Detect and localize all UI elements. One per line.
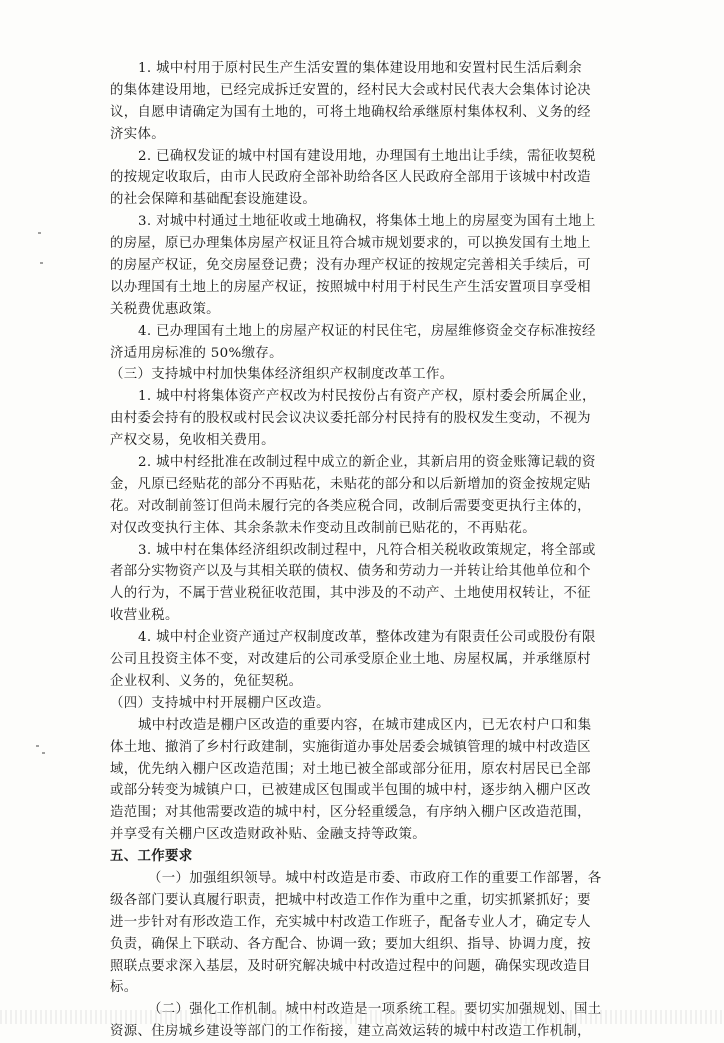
- scan-speck: [38, 232, 41, 234]
- text-line: 4. 已办理国有土地上的房屋产权证的村民住宅，房屋维修资金交存标准按经: [138, 323, 596, 339]
- text-line: （二）强化工作机制。城中村改造是一项系统工程。要切实加强规划、国土: [148, 1002, 602, 1018]
- text-line: 议，自愿申请确定为国有土地的，可将土地确权给承继原村集体权利、义务的经: [110, 104, 591, 120]
- text-line: 进一步针对有形改造工作，充实城中村改造工作班子，配备专业人才，确定专人: [110, 914, 591, 930]
- text-line: 产权交易，免收相关费用。: [110, 433, 275, 449]
- text-line: 以办理国有土地上的房屋产权证，按照城中村用于村民生产生活安置项目享受相: [110, 279, 591, 295]
- text-line: 济实体。: [110, 126, 165, 142]
- chapter-heading: 五、工作要求: [110, 849, 193, 865]
- text-line: 的集体建设用地，已经完成拆迁安置的，经村民大会或村民代表大会集体讨论决: [110, 82, 591, 98]
- text-line: 体土地、撤消了乡村行政建制，实施街道办事处居委会城镇管理的城中村改造区: [110, 739, 591, 755]
- text-line: 标。: [110, 980, 138, 996]
- document-page: [110, 58, 616, 1043]
- scan-speck: [40, 262, 43, 264]
- section-heading: （四）支持城中村开展棚户区改造。: [110, 695, 330, 711]
- text-line: 照联点要求深入基层，及时研究解决城中村改造过程中的问题，确保实现改造目: [110, 958, 591, 974]
- text-line: 的按规定收取后，由市人民政府全部补助给各区人民政府全部用于该城中村改造: [110, 170, 591, 186]
- text-line: （一）加强组织领导。城中村改造是市委、市政府工作的重要工作部署，各: [148, 870, 602, 886]
- text-line: 关税费优惠政策。: [110, 301, 220, 317]
- text-line: 2. 城中村经批准在改制过程中成立的新企业，其新启用的资金账簿记载的资: [138, 455, 596, 471]
- section-heading: （三）支持城中村加快集体经济组织产权制度改革工作。: [110, 367, 454, 383]
- text-line: 3. 对城中村通过土地征收或土地确权，将集体土地上的房屋变为国有土地上: [138, 214, 596, 230]
- text-line: 由村委会持有的股权或村民会议决议委托部分村民持有的股权发生变动，不视为: [110, 411, 591, 427]
- text-line: 人的行为，不属于营业税征收范围，其中涉及的不动产、土地使用权转让，不征: [110, 586, 591, 602]
- scan-speck: [36, 745, 39, 747]
- text-line: 城中村改造是棚户区改造的重要内容，在城市建成区内，已无农村户口和集: [138, 717, 592, 733]
- text-line: 的房屋产权证，免交房屋登记费；没有办理产权证的按规定完善相关手续后，可: [110, 258, 591, 274]
- text-line: 对仅改变执行主体、其余条款未作变动且改制前已贴花的，不再贴花。: [110, 520, 536, 536]
- text-line: 的社会保障和基础配套设施建设。: [110, 192, 317, 208]
- text-line: 3. 城中村在集体经济组织改制过程中，凡符合相关税收政策规定，将全部或: [138, 542, 596, 558]
- text-line: 公司且投资主体不变，对改建后的公司承受原企业土地、房屋权属，并承继原村: [110, 652, 591, 668]
- text-line: 资源、住房城乡建设等部门的工作衔接，建立高效运转的城中村改造工作机制，: [110, 1024, 591, 1040]
- text-line: 的房屋，原已办理集体房屋产权证且符合城市规划要求的，可以换发国有土地上: [110, 236, 591, 252]
- text-line: 收营业税。: [110, 608, 179, 624]
- text-line: 者部分实物资产以及与其相关联的债权、债务和劳动力一并转让给其他单位和个: [110, 564, 591, 580]
- text-line: 2. 已确权发证的城中村国有建设用地，办理国有土地出让手续，需征收契税: [138, 148, 596, 164]
- text-line: 企业权利、义务的，免征契税。: [110, 673, 303, 689]
- text-line: 负责，确保上下联动、各方配合、协调一致；要加大组织、指导、协调力度，按: [110, 936, 591, 952]
- text-line: 域，优先纳入棚户区改造范围；对土地已被全部或部分征用，原农村居民已全部: [110, 761, 591, 777]
- text-line: 或部分转变为城镇户口，已被建成区包围或半包围的城中村，逐步纳入棚户区改: [110, 783, 591, 799]
- text-line: 金，凡原已经贴花的部分不再贴花，未贴花的部分和以后新增加的资金按规定贴: [110, 476, 591, 492]
- text-line: 济适用房标准的 50%缴存。: [110, 345, 283, 361]
- text-line: 4. 城中村企业资产通过产权制度改革，整体改建为有限责任公司或股份有限: [138, 630, 596, 646]
- text-line: 1. 城中村用于原村民生产生活安置的集体建设用地和安置村民生活后剩余: [138, 61, 583, 76]
- scan-speck: [42, 752, 45, 754]
- text-line: 1. 城中村将集体资产产权改为村民按份占有资产产权，原村委会所属企业，: [138, 389, 596, 405]
- text-line: 花。对改制前签订但尚未履行完的各类应税合同，改制后需要变更执行主体的，: [110, 498, 591, 514]
- text-line: 级各部门要认真履行职责，把城中村改造工作作为重中之重，切实抓紧抓好；要: [110, 892, 591, 908]
- text-line: 并享受有关棚户区改造财政补贴、金融支持等政策。: [110, 827, 427, 843]
- text-line: 造范围；对其他需要改造的城中村，区分轻重缓急，有序纳入棚户区改造范围，: [110, 805, 591, 821]
- scan-edge-noise: [0, 1010, 724, 1024]
